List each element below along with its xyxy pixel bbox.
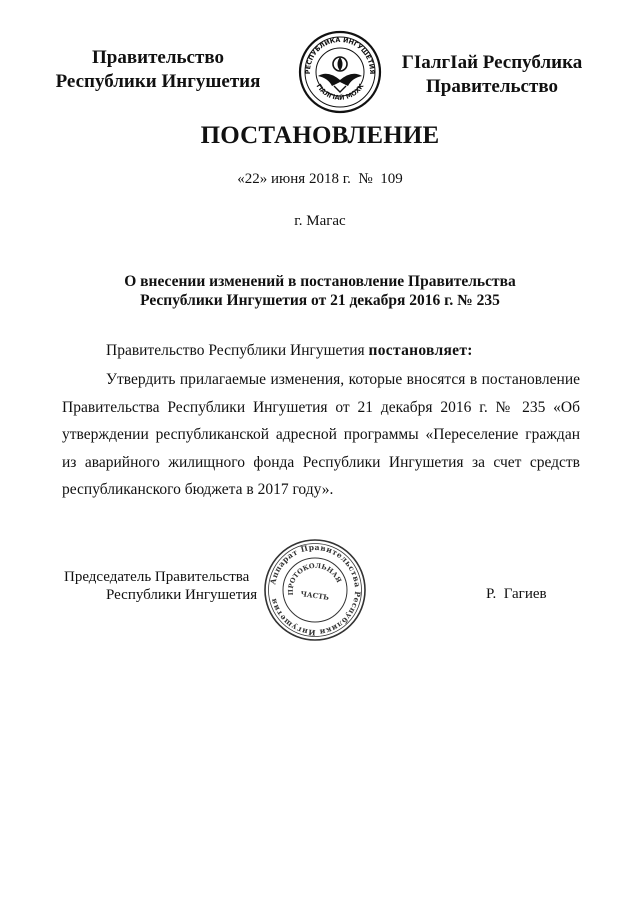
signer-title-line1: Председатель Правительства: [64, 569, 250, 585]
emblem-text-bottom: ГIАЛГIАЙ МОХК: [314, 82, 366, 102]
resolution-intro: [106, 342, 473, 360]
stamp-center-text: ЧАСТЬ: [299, 589, 330, 602]
document-date-number: «22» июня 2018 г. № 109: [237, 171, 403, 187]
official-stamp: [263, 538, 367, 642]
signer-name: Р. Гагиев: [486, 586, 547, 602]
emblem-text-top: РЕСПУБЛИКА ИНГУШЕТИЯ: [303, 35, 377, 75]
resolution-body-paragraph: Утвердить прилагаемые изменения, которые вносятся в постановление Правительства Республики Ингушетия от 21 декабря 2016 г. № 235 «Об утверждении республиканской адресной программы «Переселение граждан из аварийного жилищного фонда Республики Ингушетия за счет средств республиканского бюджета в 2017 году».: [62, 371, 580, 498]
header-left-block: [40, 46, 276, 94]
stamp-inner-text: ПРОТОКОЛЬНАЯ: [286, 561, 343, 596]
document-subject: [100, 272, 540, 310]
signer-title: [64, 568, 257, 604]
signer-title-line2: Республики Ингушетия: [106, 587, 258, 603]
header-left-line2: Республики Ингушетия: [55, 71, 261, 92]
header-right-line2: Правительство: [426, 76, 558, 97]
document-type-title: ПОСТАНОВЛЕНИЕ: [200, 122, 440, 149]
coat-of-arms-emblem: [298, 30, 382, 114]
document-subject-line1: О внесении изменений в постановление Правительства: [124, 273, 516, 290]
resolution-intro-text: Правительство Республики Ингушетия: [106, 342, 369, 359]
resolution-intro-bold: постановляет:: [368, 342, 473, 359]
header-right-line1: ГIалгIай Республика: [401, 52, 583, 73]
header-right-block: [384, 51, 600, 99]
document-subject-line2: Республики Ингушетия от 21 декабря 2016 г. № 235: [140, 292, 500, 309]
header-left-line1: Правительство: [92, 47, 224, 68]
stamp-outer-text: Аппарат Правительства Республики Ингушетия: [268, 542, 363, 638]
document-city: г. Магас: [294, 213, 346, 229]
